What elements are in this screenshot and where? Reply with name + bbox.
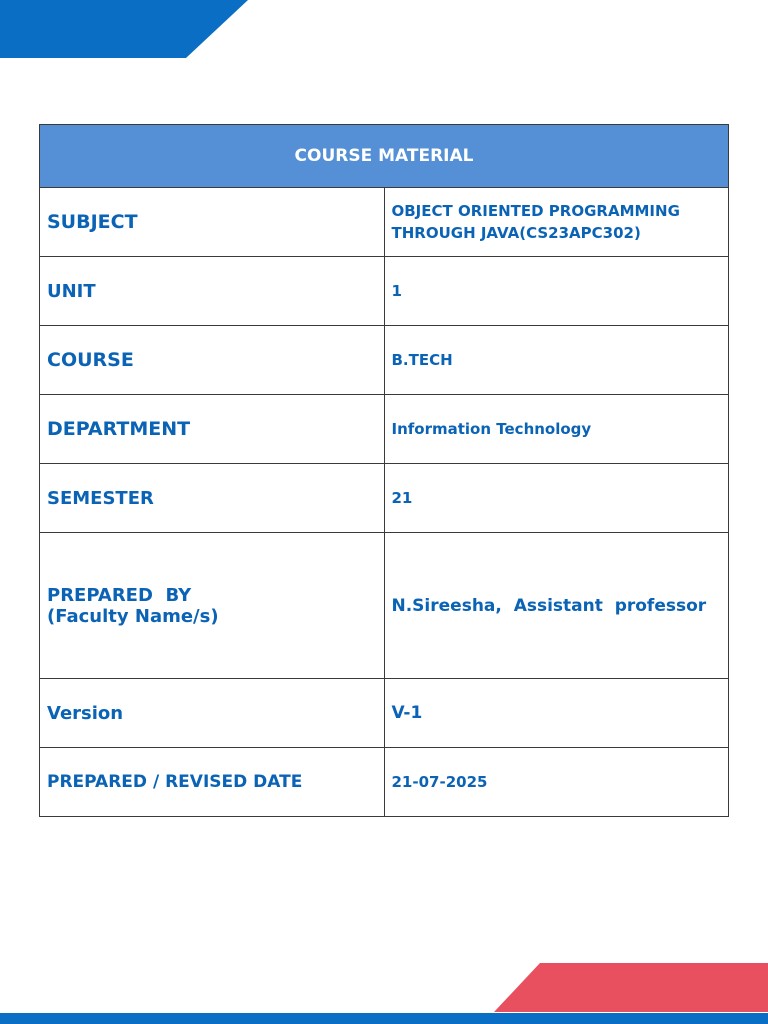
table-row xyxy=(40,748,729,817)
faculty-name-hint: (Faculty Name/s) xyxy=(47,605,219,627)
prepared-by-title: PREPARED BY xyxy=(47,584,192,606)
revised-date-label: PREPARED / REVISED DATE xyxy=(40,748,385,817)
top-blue-band xyxy=(0,0,260,60)
table-row xyxy=(40,464,729,533)
table-row xyxy=(40,326,729,395)
bottom-red-band xyxy=(494,963,768,1012)
course-label: COURSE xyxy=(40,326,385,395)
semester-label: SEMESTER xyxy=(40,464,385,533)
table-row xyxy=(40,257,729,326)
subject-label: SUBJECT xyxy=(40,188,385,257)
revised-date-value: 21-07-2025 xyxy=(384,748,729,817)
table-row xyxy=(40,188,729,257)
unit-value: 1 xyxy=(384,257,729,326)
version-value: V-1 xyxy=(384,679,729,748)
prepared-by-value: N.Sireesha, Assistant professor xyxy=(384,533,729,679)
table-row xyxy=(40,679,729,748)
department-value: Information Technology xyxy=(384,395,729,464)
table-header-row xyxy=(40,125,729,188)
prepared-by-label xyxy=(40,533,385,679)
bottom-band xyxy=(0,960,768,1024)
bottom-blue-band xyxy=(0,1013,768,1024)
unit-label: UNIT xyxy=(40,257,385,326)
department-label: DEPARTMENT xyxy=(40,395,385,464)
semester-value: 21 xyxy=(384,464,729,533)
table-row xyxy=(40,395,729,464)
version-label: Version xyxy=(40,679,385,748)
course-value: B.TECH xyxy=(384,326,729,395)
table-title: COURSE MATERIAL xyxy=(40,125,729,188)
course-material-table xyxy=(39,124,729,817)
table-row xyxy=(40,533,729,679)
subject-value: OBJECT ORIENTED PROGRAMMING THROUGH JAVA(CS23APC302) xyxy=(384,188,729,257)
